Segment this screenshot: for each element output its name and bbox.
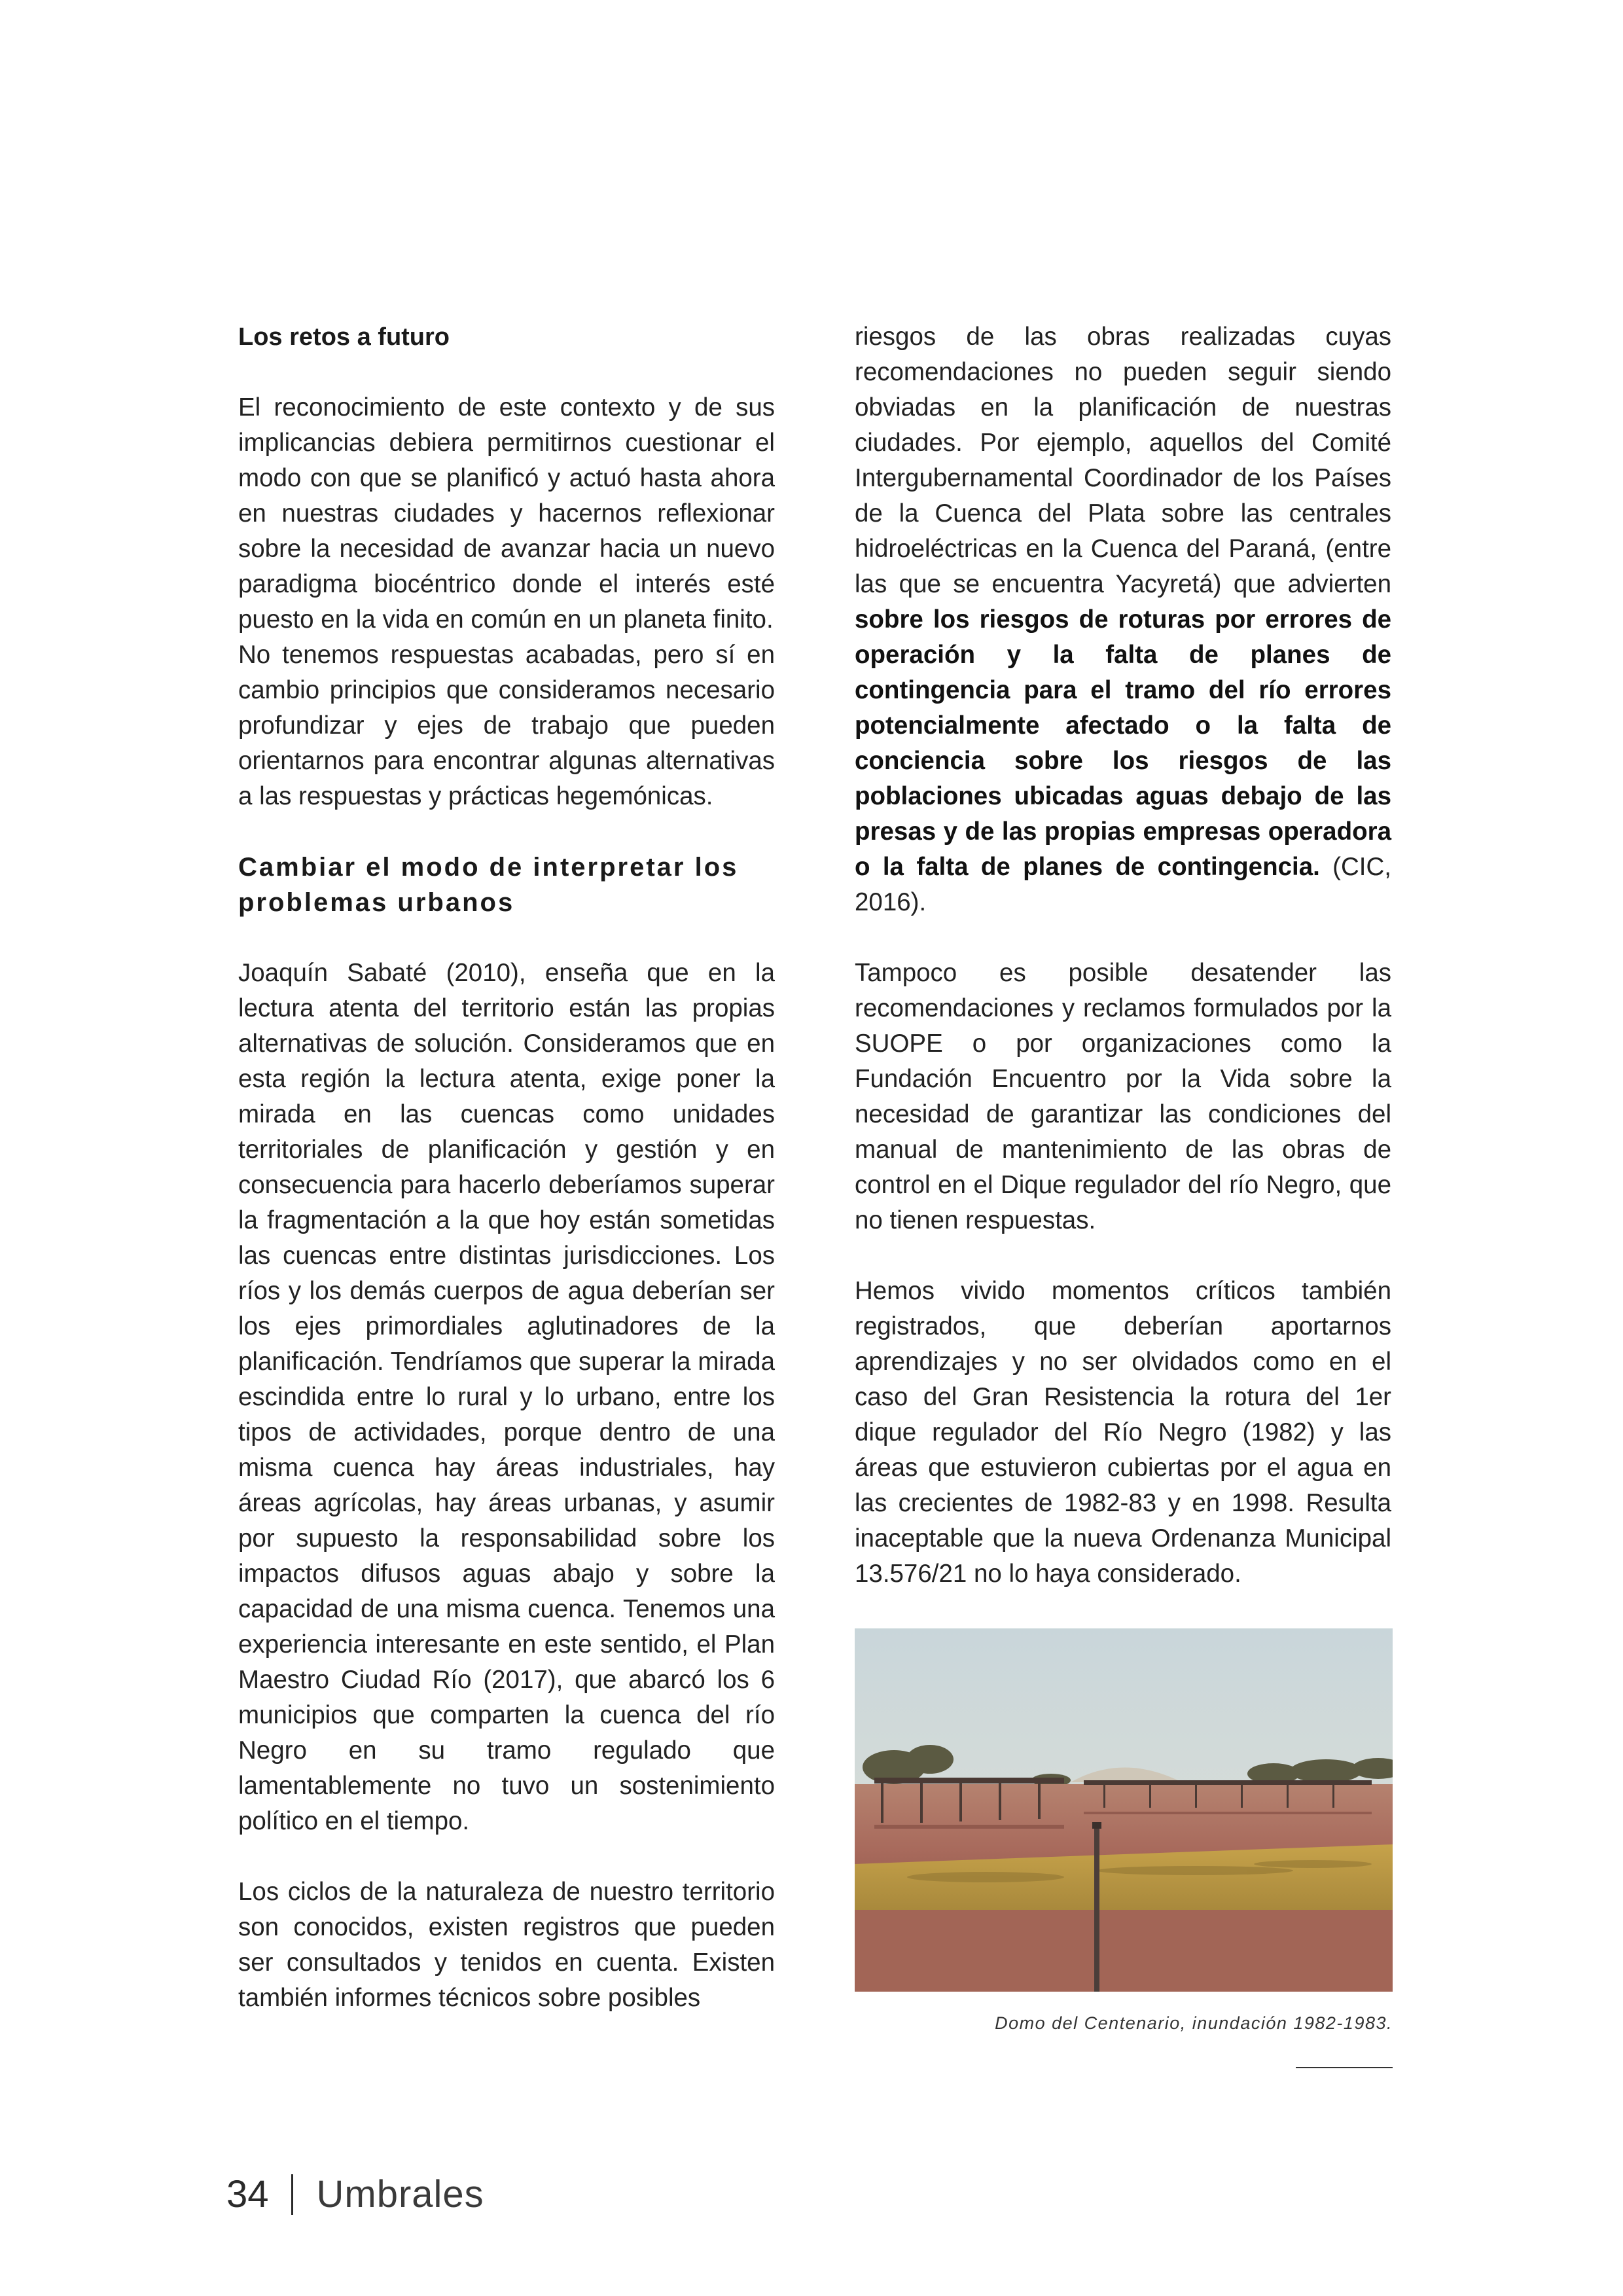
flood-photograph [855, 1628, 1393, 1992]
page-number: 34 [226, 2173, 269, 2215]
spacer [238, 814, 775, 850]
citation: (CIC, 2016). [855, 853, 1391, 916]
publication-name: Umbrales [316, 2173, 484, 2215]
body-paragraph: Joaquín Sabaté (2010), enseña que en la lectura atenta del territorio están las propias alternativas de solución. Consideramos que en esta región la lectura atenta, exige poner la mirada en las cuencas como unidades territoriales de planificación y gestión y en consecuencia para hacerlo deberíamos superar la fragmentación a la que hoy están sometidas las cuencas entre distintas jurisdicciones. Los ríos y los demás cuerpos de agua deberían ser los ejes primordiales aglutinadores de la planificación. Tendríamos que superar la mirada escindida entre lo rural y lo urbano, entre los tipos de actividades, porque dentro de una misma cuenca hay áreas industriales, hay áreas agrícolas, hay áreas urbanas, y asumir por supuesto la responsabilidad sobre los impactos difusos aguas abajo y sobre la capacidad de una misma cuenca. Tenemos una experiencia interesante en este sentido, el Plan Maestro Ciudad Río (2017), que abarcó los 6 municipios que comparten la cuenca del río Negro en su tramo regulado que lamentablemente no tuvo un sostenimiento político en el tiempo. [238, 959, 775, 1835]
right-column [855, 319, 1391, 1592]
paragraph-text: riesgos de las obras realizadas cuyas recomendaciones no pueden seguir siendo obviadas en la planificación de nuestras ciudades. Por ejemplo, aquellos del Comité Intergubernamental Coordinador de los Países de la Cuenca del Plata sobre las centrales hidroeléctricas en la Cuenca del Paraná, (entre las que se encuentra Yacyretá) que advierten [855, 323, 1391, 598]
spacer [238, 920, 775, 956]
left-column [238, 319, 775, 2016]
body-paragraph: Los ciclos de la naturaleza de nuestro territorio son conocidos, existen registros que pueden ser consultados y tenidos en cuenta. Existen también informes técnicos sobre posibles [238, 1878, 775, 2012]
footer-separator [291, 2174, 293, 2215]
spacer [238, 1839, 775, 1874]
page-footer [226, 2172, 484, 2217]
section-heading-cambiar: Cambiar el modo de interpretar los problemas urbanos [238, 853, 739, 917]
spacer [855, 920, 1391, 956]
body-paragraph: Hemos vivido momentos críticos también registrados, que deberían aportarnos aprendizajes y no ser olvidados como en el caso del Gran Resistencia la rotura del 1er dique regulador del Río Negro (1982) y las áreas que estuvieron cubiertas por el agua en las crecientes de 1982-83 y en 1998. Resulta inaceptable que la nueva Ordenanza Municipal 13.576/21 no lo haya considerado. [855, 1277, 1391, 1588]
body-paragraph: No tenemos respuestas acabadas, pero sí en cambio principios que consideramos necesario profundizar y ejes de trabajo que pueden orientarnos para encontrar algunas alternativas a las respuestas y prácticas hegemónicas. [238, 641, 775, 810]
body-paragraph-with-emphasis [855, 319, 1391, 920]
spacer [238, 355, 775, 390]
spacer [855, 1238, 1391, 1274]
body-paragraph: El reconocimiento de este contexto y de sus implicancias debiera permitirnos cuestionar el modo con que se planificó y actuó hasta ahora en nuestras ciudades y hacernos reflexionar sobre la necesidad de avanzar hacia un nuevo paradigma biocéntrico donde el interés esté puesto en la vida en común en un planeta finito. [238, 393, 775, 634]
emphasized-text: sobre los riesgos de roturas por errores de operación y la falta de planes de contingencia para el tramo del río errores potencialmente afectado o la falta de conciencia sobre los riesgos de las poblaciones ubicadas aguas debajo de las presas y de las propias empresas operadora o la falta de planes de contingencia. [855, 605, 1391, 881]
caption-divider [1296, 2067, 1393, 2068]
body-paragraph: Tampoco es posible desatender las recomendaciones y reclamos formulados por la SUOPE o por organizaciones como la Fundación Encuentro por la Vida sobre la necesidad de garantizar las condiciones del manual de mantenimiento de las obras de control en el Dique regulador del río Negro, que no tienen respuestas. [855, 959, 1391, 1234]
section-heading-retos: Los retos a futuro [238, 323, 450, 351]
figure-caption: Domo del Centenario, inundación 1982-1983. [995, 2013, 1393, 2033]
